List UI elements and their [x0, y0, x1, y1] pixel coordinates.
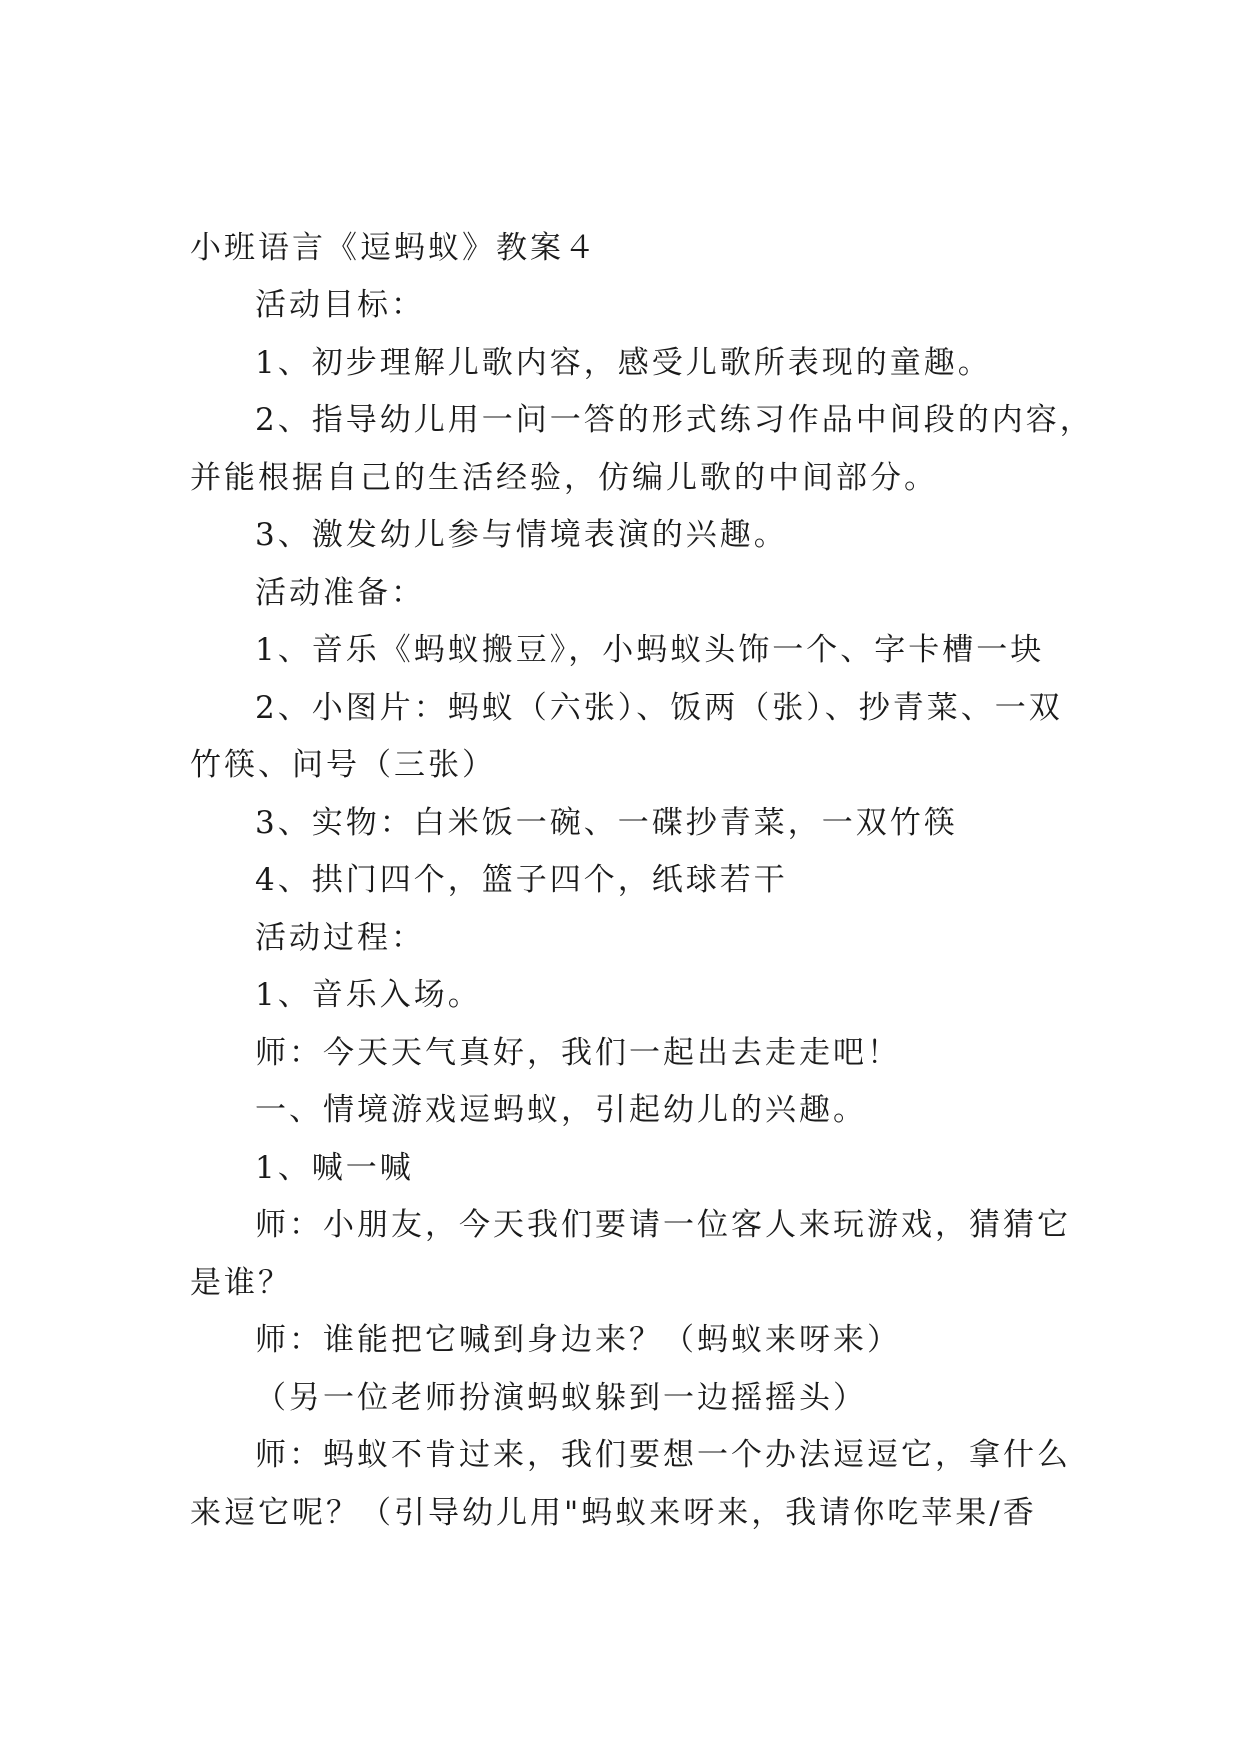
- paragraph-line: 竹筷、问号（三张）: [190, 747, 496, 783]
- paragraph-line: 1、初步理解儿歌内容，感受儿歌所表现的童趣。: [255, 345, 992, 381]
- paragraph-line: 师：今天天气真好，我们一起出去走走吧！: [255, 1035, 901, 1071]
- paragraph-line: 1、喊一喊: [255, 1150, 414, 1186]
- paragraph-line: 来逗它呢？（引导幼儿用"蚂蚁来呀来，我请你吃苹果/香: [190, 1495, 1037, 1531]
- paragraph-line: 是谁？: [190, 1265, 292, 1301]
- paragraph-line: 师：小朋友，今天我们要请一位客人来玩游戏，猜猜它: [255, 1207, 1071, 1243]
- paragraph-line: 一、情境游戏逗蚂蚁，引起幼儿的兴趣。: [255, 1092, 867, 1128]
- paragraph-line: 1、音乐入场。: [255, 977, 482, 1013]
- paragraph-line: 3、实物：白米饭一碗、一碟抄青菜，一双竹筷: [255, 805, 958, 841]
- paragraph-line: 师：谁能把它喊到身边来？（蚂蚁来呀来）: [255, 1322, 901, 1358]
- section-heading-process: 活动过程：: [255, 920, 425, 956]
- paragraph-line: 师：蚂蚁不肯过来，我们要想一个办法逗逗它，拿什么: [255, 1437, 1071, 1473]
- paragraph-line: 4、拱门四个，篮子四个，纸球若干: [255, 862, 788, 898]
- section-heading-goals: 活动目标：: [255, 287, 425, 323]
- paragraph-line: 2、小图片：蚂蚁（六张）、饭两（张）、抄青菜、一双: [255, 690, 1063, 726]
- paragraph-line: （另一位老师扮演蚂蚁躲到一边摇摇头）: [255, 1380, 867, 1416]
- document-title: 小班语言《逗蚂蚁》教案４: [190, 230, 598, 266]
- section-heading-preparation: 活动准备：: [255, 575, 425, 611]
- paragraph-line: 1、音乐《蚂蚁搬豆》，小蚂蚁头饰一个、字卡槽一块: [255, 632, 1045, 668]
- paragraph-line: 2、指导幼儿用一问一答的形式练习作品中间段的内容，: [255, 402, 1094, 438]
- paragraph-line: 3、激发幼儿参与情境表演的兴趣。: [255, 517, 788, 553]
- paragraph-line: 并能根据自己的生活经验，仿编儿歌的中间部分。: [190, 460, 938, 496]
